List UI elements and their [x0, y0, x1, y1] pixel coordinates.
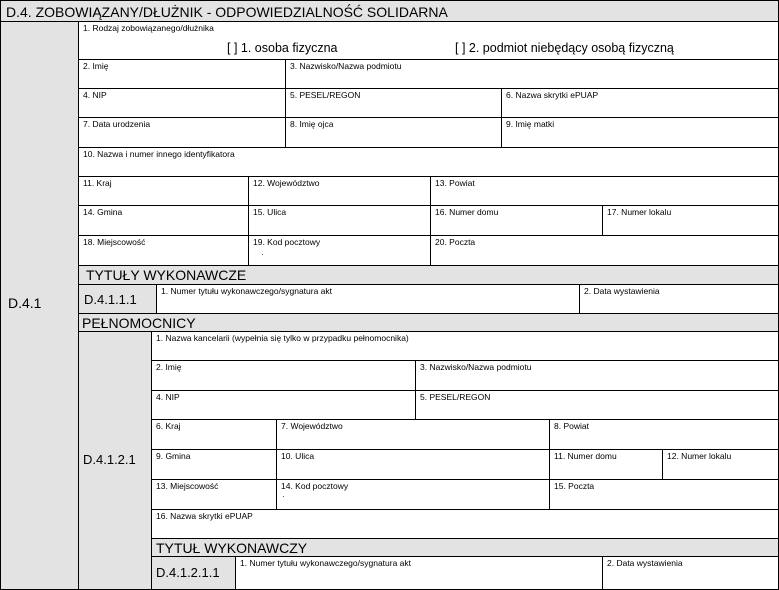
grid-line	[78, 59, 779, 60]
debtor-numer-lokalu-label: 17. Numer lokalu	[607, 207, 672, 217]
debtor-kod-pocztowy-field[interactable]	[248, 235, 430, 265]
debtor-gmina-field[interactable]	[78, 205, 248, 235]
debtor-type-label: 1. Rodzaj zobowiązanego/dłużnika	[83, 23, 214, 33]
debtor-epuap-field[interactable]	[501, 88, 779, 117]
attorney-nip-label: 4. NIP	[156, 392, 180, 402]
attorney-wojewodztwo-field[interactable]	[276, 419, 549, 449]
attorney-pesel-field[interactable]	[415, 390, 779, 419]
debtor-nip-field[interactable]	[78, 88, 285, 117]
grid-line	[78, 117, 779, 118]
debtor-father-name-field[interactable]	[285, 117, 501, 147]
grid-line	[78, 265, 779, 266]
grid-line	[156, 284, 157, 313]
attorney-powiat-field[interactable]	[549, 419, 779, 449]
debtor-kod-pocztowy-label: 19. Kod pocztowy	[253, 237, 321, 247]
debtor-kraj-field[interactable]	[78, 176, 248, 205]
attorney-poczta-label: 15. Poczta	[554, 481, 595, 491]
attorney-imie-field[interactable]	[151, 360, 415, 390]
debtor-mother-name-field[interactable]	[501, 117, 779, 147]
debtor-powiat-label: 13. Powiat	[435, 178, 475, 188]
attorney-ulica-label: 10. Ulica	[281, 451, 315, 461]
grid-line	[579, 284, 580, 313]
grid-line	[501, 88, 502, 147]
grid-line	[151, 556, 779, 557]
attorney-gmina-field[interactable]	[151, 449, 276, 479]
tytul-code: D.4.1.2.1.1	[156, 565, 220, 580]
grid-line	[151, 479, 779, 480]
attorney-numer-domu-field[interactable]	[549, 449, 662, 479]
debtor-poczta-field[interactable]	[430, 235, 779, 265]
debtor-miejscowosc-field[interactable]	[78, 235, 248, 265]
attorney-pesel-label: 5. PESEL/REGON	[420, 392, 491, 402]
artifact-dot	[262, 254, 263, 255]
attorney-nip-field[interactable]	[151, 390, 415, 419]
attorney-kancelaria-label: 1. Nazwa kancelarii (wypełnia się tylko w przypadku pełnomocnika)	[156, 333, 409, 343]
debtor-option-natural-person[interactable]: [ ] 1. osoba fizyczna	[227, 41, 338, 55]
debtor-miejscowosc-label: 18. Miejscowość	[83, 237, 146, 247]
grid-line	[276, 419, 277, 509]
title-number-label: 1. Numer tytułu wykonawczego/sygnatura akt	[161, 286, 333, 296]
grid-line	[78, 284, 779, 285]
debtor-powiat-field[interactable]	[430, 176, 779, 205]
debtor-option-legal-entity[interactable]: [ ] 2. podmiot niebędący osobą fizyczną	[455, 41, 674, 55]
attorney-title-date-field[interactable]	[602, 556, 779, 590]
grid-line	[151, 419, 779, 420]
grid-line	[285, 59, 286, 147]
debtor-mother-name-label: 9. Imię matki	[506, 119, 555, 129]
attorney-numer-domu-label: 11. Numer domu	[554, 451, 617, 461]
title-date-field[interactable]	[579, 284, 779, 313]
debtor-birthdate-label: 7. Data urodzenia	[83, 119, 151, 129]
attorney-miejscowosc-label: 13. Miejscowość	[156, 481, 219, 491]
grid-line	[0, 0, 779, 1]
grid-line	[78, 205, 779, 206]
attorney-title-number-field[interactable]	[235, 556, 602, 590]
section-title: D.4. ZOBOWIĄZANY/DŁUŻNIK - ODPOWIEDZIALNOŚĆ SOLIDARNA	[6, 4, 448, 20]
debtor-numer-domu-field[interactable]	[430, 205, 602, 235]
attorney-wojewodztwo-label: 7. Województwo	[281, 421, 343, 431]
attorney-numer-lokalu-label: 12. Numer lokalu	[667, 451, 732, 461]
grid-line	[415, 360, 416, 419]
debtor-ulica-field[interactable]	[248, 205, 430, 235]
grid-line	[78, 88, 779, 89]
debtor-numer-lokalu-field[interactable]	[602, 205, 779, 235]
grid-line	[248, 176, 249, 265]
attorney-kancelaria-field[interactable]	[151, 331, 779, 360]
title-number-field[interactable]	[156, 284, 579, 313]
grid-line	[0, 21, 779, 22]
pelnomocnicy-header: PEŁNOMOCNICY	[82, 315, 196, 331]
attorney-imie-label: 2. Imię	[156, 362, 182, 372]
grid-line	[151, 449, 779, 450]
debtor-birthdate-field[interactable]	[78, 117, 285, 147]
grid-line	[78, 21, 79, 590]
grid-line	[78, 313, 779, 314]
attorney-nazwisko-field[interactable]	[415, 360, 779, 390]
grid-line	[78, 176, 779, 177]
debtor-nip-label: 4. NIP	[83, 90, 107, 100]
debtor-imie-field[interactable]	[78, 59, 285, 88]
grid-line	[662, 449, 663, 479]
grid-line	[78, 331, 779, 332]
tytuly-code: D.4.1.1.1	[84, 292, 137, 307]
attorney-kod-pocztowy-label: 14. Kod pocztowy	[281, 481, 349, 491]
debtor-epuap-label: 6. Nazwa skrytki ePUAP	[506, 90, 599, 100]
debtor-wojewodztwo-field[interactable]	[248, 176, 430, 205]
title-date-label: 2. Data wystawienia	[584, 286, 660, 296]
tytuly-header: TYTUŁY WYKONAWCZE	[86, 267, 247, 283]
attorney-ulica-field[interactable]	[276, 449, 549, 479]
grid-line	[151, 390, 779, 391]
grid-line	[430, 176, 431, 265]
grid-line	[235, 556, 236, 590]
attorney-nazwisko-label: 3. Nazwisko/Nazwa podmiotu	[420, 362, 532, 372]
attorney-poczta-field[interactable]	[549, 479, 779, 509]
debtor-kraj-label: 11. Kraj	[83, 178, 112, 188]
debtor-numer-domu-label: 16. Numer domu	[435, 207, 499, 217]
attorney-epuap-label: 16. Nazwa skrytki ePUAP	[156, 511, 253, 521]
attorney-powiat-label: 8. Powiat	[554, 421, 589, 431]
grid-line	[602, 205, 603, 235]
grid-line	[78, 147, 779, 148]
attorney-gmina-label: 9. Gmina	[156, 451, 191, 461]
attorney-kod-pocztowy-field[interactable]	[276, 479, 549, 509]
attorney-epuap-field[interactable]	[151, 509, 779, 538]
debtor-wojewodztwo-label: 12. Województwo	[253, 178, 320, 188]
artifact-dot	[283, 496, 284, 497]
grid-line	[549, 419, 550, 509]
attorney-kraj-label: 6. Kraj	[156, 421, 181, 431]
pelnomocnicy-code: D.4.1.2.1	[83, 452, 136, 467]
grid-line	[602, 556, 603, 590]
debtor-pesel-field[interactable]	[285, 88, 501, 117]
debtor-other-id-field[interactable]	[78, 147, 779, 176]
debtor-nazwisko-field[interactable]	[285, 59, 779, 88]
grid-line	[151, 360, 779, 361]
debtor-pesel-label: 5. PESEL/REGON	[290, 90, 361, 100]
section-code: D.4.1	[8, 295, 42, 311]
attorney-title-number-label: 1. Numer tytułu wykonawczego/sygnatura akt	[240, 558, 412, 568]
grid-line	[151, 538, 779, 539]
debtor-imie-label: 2. Imię	[83, 61, 109, 71]
debtor-other-id-label: 10. Nazwa i numer innego identyfikatora	[83, 149, 235, 159]
grid-line	[151, 509, 779, 510]
debtor-ulica-label: 15. Ulica	[253, 207, 287, 217]
attorney-kraj-field[interactable]	[151, 419, 276, 449]
debtor-type-field	[78, 21, 779, 59]
debtor-poczta-label: 20. Poczta	[435, 237, 476, 247]
attorney-numer-lokalu-field[interactable]	[662, 449, 779, 479]
attorney-miejscowosc-field[interactable]	[151, 479, 276, 509]
tytul-header: TYTUŁ WYKONAWCZY	[156, 540, 308, 556]
debtor-father-name-label: 8. Imię ojca	[290, 119, 334, 129]
attorney-title-date-label: 2. Data wystawienia	[607, 558, 683, 568]
grid-line	[78, 235, 779, 236]
grid-line	[0, 0, 1, 590]
grid-line	[151, 331, 152, 590]
debtor-gmina-label: 14. Gmina	[83, 207, 123, 217]
debtor-nazwisko-label: 3. Nazwisko/Nazwa podmiotu	[290, 61, 402, 71]
